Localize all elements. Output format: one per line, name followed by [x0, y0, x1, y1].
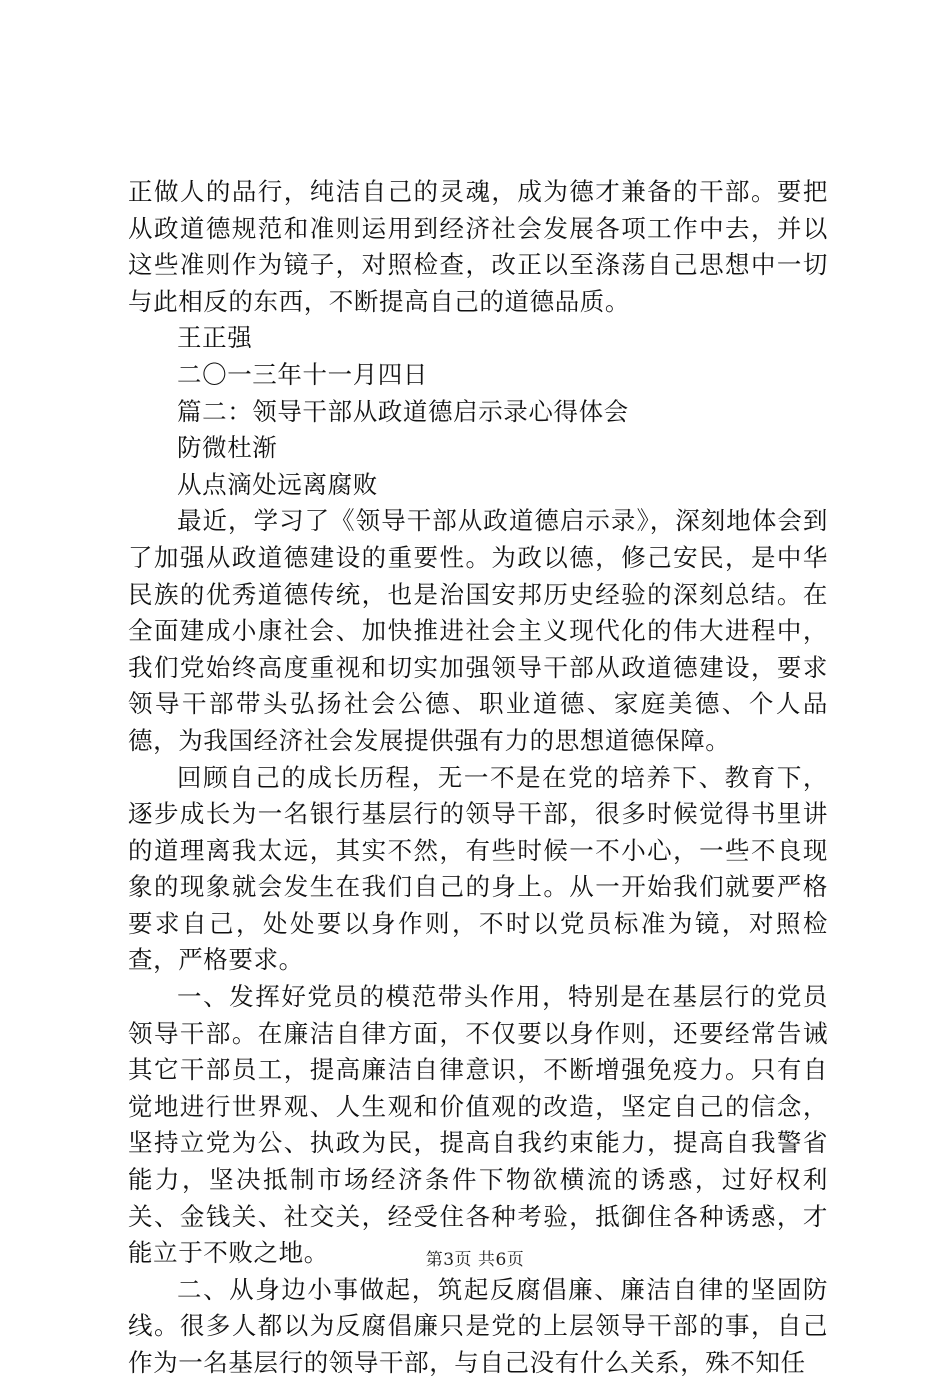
document-date: 二〇一三年十一月四日 — [177, 359, 428, 389]
paragraph-reflection: 回顾自己的成长历程，无一不是在党的培养下、教育下，逐步成长为一名银行基层行的领导干部，很多时候觉得书里讲的道理离我太远，其实不然，有些时候一不小心，一些不良现象的现象就会发生在我们自己的身上。从一开始我们就要严格要求自己，处处要以身作则，不时以党员标准为镜，对照检查，严格要求。 — [128, 762, 828, 975]
essay-title-line-2: 从点滴处远离腐败 — [177, 469, 378, 499]
paragraph-point-one: 一、发挥好党员的模范带头作用，特别是在基层行的党员领导干部。在廉洁自律方面，不仅要以身作则，还要经常告诫其它干部员工，提高廉洁自律意识，不断增强免疫力。只有自觉地进行世界观、人生观和价值观的改造，坚定自己的信念，坚持立党为公、执政为民，提高自我约束能力，提高自我警省能力，坚决抵制市场经济条件下物欲横流的诱惑，过好权利关、金钱关、社交关，经受住各种考验，抵御住各种诱惑，才能立于不败之地。 — [128, 982, 828, 1268]
section-heading: 篇二：领导干部从政道德启示录心得体会 — [177, 396, 629, 426]
author-name: 王正强 — [177, 323, 253, 353]
page-footer: 第3页 共6页 — [425, 1250, 525, 1270]
paragraph-point-two: 二、从身边小事做起，筑起反腐倡廉、廉洁自律的坚固防线。很多人都以为反腐倡廉只是党的上层领导干部的事，自己作为一名基层行的领导干部，与自己没有什么关系，殊不知任 — [128, 1274, 828, 1377]
paragraph-continuation: 正做人的品行，纯洁自己的灵魂，成为德才兼备的干部。要把从政道德规范和准则运用到经济社会发展各项工作中去，并以这些准则作为镜子，对照检查，改正以至涤荡自己思想中一切与此相反的东西，不断提高自己的道德品质。 — [128, 177, 828, 316]
document-body — [128, 174, 828, 1382]
essay-title-line-1: 防微杜渐 — [177, 433, 278, 463]
paragraph-intro: 最近，学习了《领导干部从政道德启示录》，深刻地体会到了加强从政道德建设的重要性。为政以德，修己安民，是中华民族的优秀道德传统，也是治国安邦历史经验的深刻总结。在全面建成小康社会、加快推进社会主义现代化的伟大进程中，我们党始终高度重视和切实加强领导干部从政道德建设，要求领导干部带头弘扬社会公德、职业道德、家庭美德、个人品德，为我国经济社会发展提供强有力的思想道德保障。 — [128, 506, 828, 755]
